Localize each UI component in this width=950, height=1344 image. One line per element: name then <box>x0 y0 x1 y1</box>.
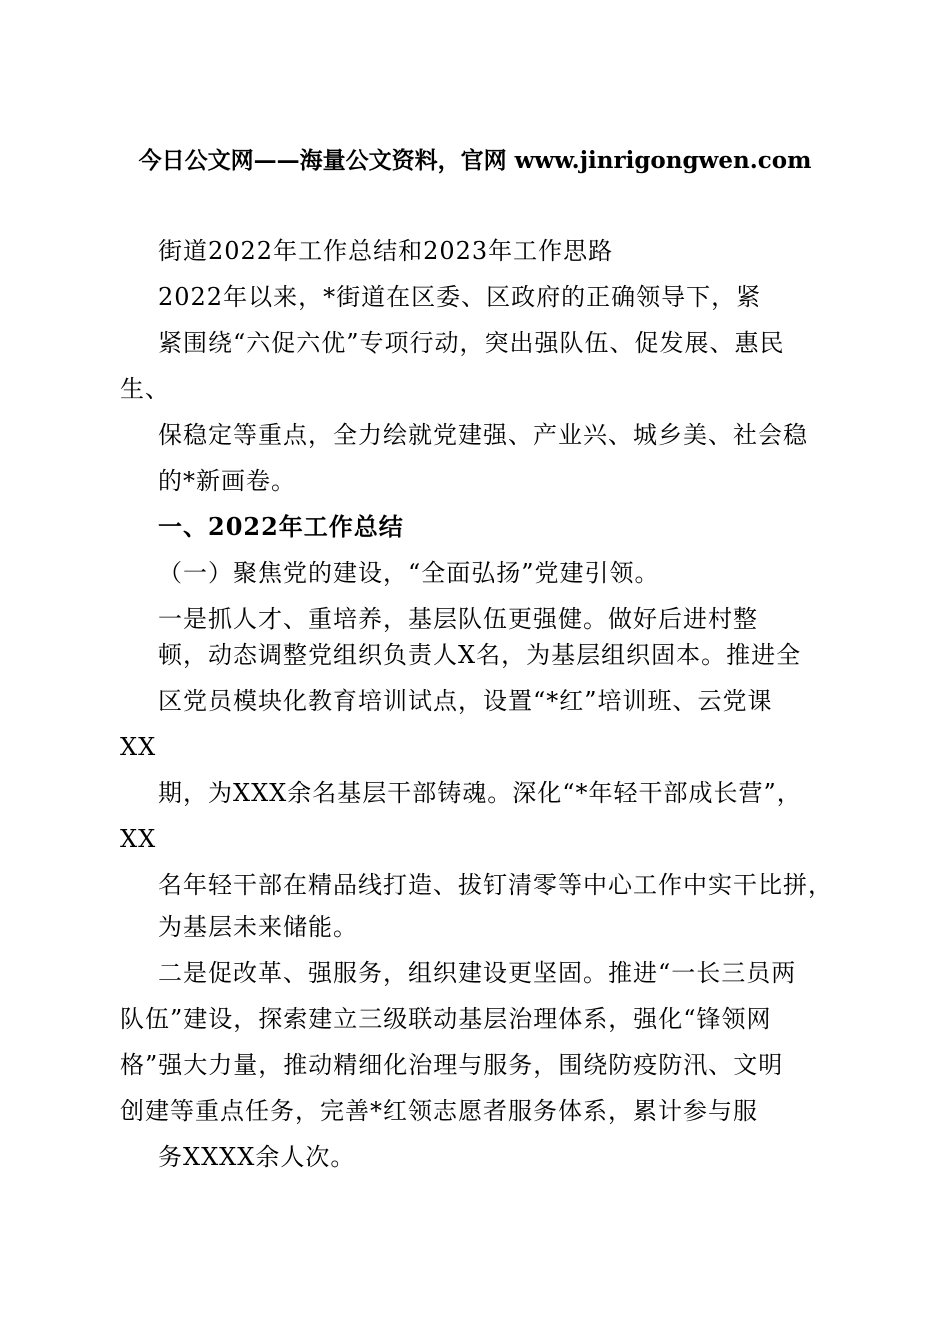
paragraph-line: 创建等重点任务，完善*红领志愿者服务体系，累计参与服 <box>120 1097 758 1125</box>
paragraph-line: 生、 <box>120 375 170 403</box>
site-banner: 今日公文网——海量公文资料，官网 www.jinrigongwen.com <box>138 147 812 174</box>
paragraph-line: 的*新画卷。 <box>158 467 296 495</box>
paragraph-line: 名年轻干部在精品线打造、拔钉清零等中心工作中实干比拼， <box>158 871 833 899</box>
paragraph-line: 一是抓人才、重培养，基层队伍更强健。做好后进村整 <box>158 605 758 633</box>
paragraph-line: 紧围绕“六促六优”专项行动，突出强队伍、促发展、惠民 <box>158 329 785 357</box>
paragraph-line: XX <box>120 733 157 761</box>
section-heading: 一、2022年工作总结 <box>158 512 404 541</box>
paragraph-line: 顿，动态调整党组织负责人X名，为基层组织固本。推进全 <box>158 641 802 669</box>
paragraph-line: 区党员模块化教育培训试点，设置“*红”培训班、云党课 <box>158 687 773 715</box>
paragraph-line: 二是促改革、强服务，组织建设更坚固。推进“一长三员两 <box>158 959 797 987</box>
paragraph-line: 务XXXX余人次。 <box>158 1143 356 1171</box>
subsection-heading: （一）聚焦党的建设，“全面弘扬”党建引领。 <box>158 559 660 587</box>
paragraph-line: 为基层未来储能。 <box>158 913 358 941</box>
paragraph-line: 队伍”建设，探索建立三级联动基层治理体系，强化“锋领网 <box>120 1005 772 1033</box>
paragraph-line: XX <box>120 825 157 853</box>
paragraph-line: 2022年以来，*街道在区委、区政府的正确领导下，紧 <box>158 283 762 311</box>
paragraph-line: 保稳定等重点，全力绘就党建强、产业兴、城乡美、社会稳 <box>158 421 808 449</box>
document-title: 街道2022年工作总结和2023年工作思路 <box>158 237 614 265</box>
paragraph-line: 期，为XXX余名基层干部铸魂。深化“*年轻干部成长营”， <box>158 779 802 807</box>
paragraph-line: 格”强大力量，推动精细化治理与服务，围绕防疫防汛、文明 <box>120 1051 784 1079</box>
